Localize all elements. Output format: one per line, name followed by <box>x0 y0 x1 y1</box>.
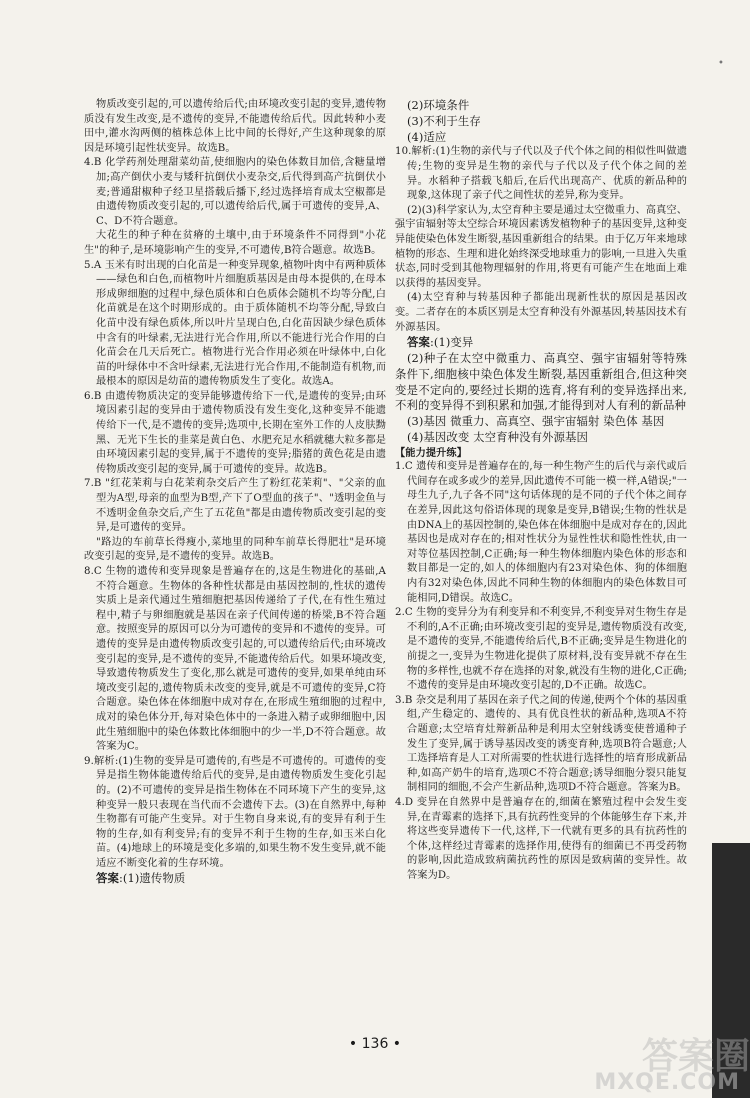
answer-9-2: (2)环境条件 <box>407 98 470 112</box>
answer-10-key-4: (4)基因改变 太空育种没有外源基因 <box>407 429 589 444</box>
section-title: 【能力提升练】 <box>395 446 468 459</box>
answer-7: 7.B "红花茉莉与白花茉莉杂交后产生了粉红花茉莉"、"父亲的血型为A型,母亲的血型为B型,产下了O型血的孩子"、"透明金鱼与不透明金鱼杂交后,产生了五花鱼"都是由遗传物质改变引起的变异,是可遗传的变异。 <box>84 478 386 534</box>
page-number: • 136 • <box>348 1036 402 1052</box>
answer-9-key <box>84 871 386 887</box>
practice-4: 4.D 变异在自然界中是普遍存在的,细菌在繁殖过程中会发生变异,在青霉素的选择下,具有抗药性变异的个体能够生存下来,并将这些变异遗传下一代,这样,下一代就有更多的具有抗药性的个体,这样经过青霉素的选择作用,使得有的细菌已不再受药物的影响,因此造成致病菌抗药性的原因是致病菌的变异性。故答案为D。 <box>395 796 687 881</box>
answer-10-key <box>395 335 687 351</box>
practice-3: 3.B 杂交是利用了基因在亲子代之间的传递,使两个个体的基因重组,产生稳定的、遗传的、具有优良性状的新品种,选项A不符合题意;太空培育灶辩新品种是利用太空射线诱变使普通种子发生了变异,属于诱导基因改变的诱变育种,选项B符合题意;人工选择培育是人工对所需要的性状进行选择性的培育形成新品种,如高产奶牛的培育,选项C不符合题意;诱导细胞分裂只能复制相同的细胞,不会产生新品种,选项D不符合题意。答案为B。 <box>395 694 687 794</box>
answer-4-continued: 大花生的种子种在贫瘠的土壤中,由于环境条件不同得到"小花生"的种子,是环境影响产生的变异,不可遗传,B符合题意。故选B。 <box>84 230 386 256</box>
watermark <box>560 1028 750 1098</box>
answer-label: 答案 <box>407 335 430 350</box>
answer-text: :(1)变异 <box>429 335 474 350</box>
answer-4: 4.B 化学药剂处理甜菜幼苗,使细胞内的染色体数目加倍,含糖量增加;高产倒伏小麦与矮秆抗倒伏小麦杂交,后代得到高产抗倒伏小麦;普通甜椒种子经卫星搭载后播下,经过选择培育成太空椒都是由遗传物质改变引起的,可以遗传给后代,属于可遗传的变异,A、C、D不符合题意。 <box>84 157 386 227</box>
answer-10-part4: (4)太空育种与转基因种子都能出现新性状的原因是基因改变。二者存在的本质区别是太空育种没有外源基因,转基因技术有外源基因。 <box>395 292 687 333</box>
corner-mark: • <box>718 58 724 69</box>
answer-10-part2: (2)(3)科学家认为,太空育种主要是通过太空微重力、高真空、强宇宙辐射等太空综合环境因素诱发植物种子的基因变异,这种变异能使染色体发生断裂,基因重新组合的结果。由于亿万年来地球植物的形态、生理和进化始终深受地球重力的影响,一旦进入失重状态,同时受到其他物理辐射的作用,将更有可能产生在地面上难以获得的基因变异。 <box>395 204 687 289</box>
watermark-url: MXQE.COM <box>594 1070 740 1095</box>
right-column <box>395 98 687 884</box>
left-column <box>84 98 386 887</box>
answer-7-continued: "路边的车前草长得瘦小,菜地里的同种车前草长得肥壮"是环境改变引起的变异,是不遗传的变异。故选B。 <box>84 536 386 563</box>
practice-1: 1.C 遗传和变异是普遍存在的,每一种生物产生的后代与亲代或后代间存在或多或少的差异,因此遗传不可能一模一样,A错误;"一母生九子,九子各不同"这句话体现的是不同的子代个体之间存在差异,因此这句俗语体现的现象是变异,B错误;生物的性状是由DNA上的基因控制的,染色体在体细胞中是成对存在的,因此基因也是成对存在的;相对性状分为显性性状和隐性性状,由一对等位基因控制,C正确;每一种生物体细胞内染色体的形态和数目都是一定的,如人的体细胞内有23对染色体、狗的体细胞内有32对染色体,因此不同种生物的体细胞内的染色体数目可能相同,D错误。故选C。 <box>395 461 687 604</box>
answer-label: 答案 <box>96 871 119 886</box>
answer-10: 10.解析:(1)生物的亲代与子代以及子代个体之间的相似性叫做遗传;生物的变异是生物的亲代与子代以及子代个体之间的差异。水稻种子搭载飞船后,在后代出现高产、优质的新品种的现象,这体现了亲子代之间性状的差异,称为变异。 <box>395 146 687 202</box>
watermark-logo-text: 答案圈 <box>641 1036 750 1077</box>
answer-10-key-2: (2)种子在太空中微重力、高真空、强宇宙辐射等特殊条件下,细胞核中染色体发生断裂,基因重新组合,但这种突变是不定向的,要经过长期的选育,将有利的变异选择出来,不利的变异得不到积累和加强,才能得到对人有利的新品种 <box>395 350 687 413</box>
answer-10-key-3: (3)基因 微重力、高真空、强宇宙辐射 染色体 基因 <box>407 414 665 429</box>
answer-5: 5.A 玉米有时出现的白化苗是一种变异现象,植物叶肉中有两种质体——绿色和白色,而植物叶片细胞质基因是由母本提供的,在母本形成卵细胞的过程中,绿色质体和白色质体会随机不均等分配,白化苗就是在这个时期形成的。由于质体随机不均等分配,导致白化苗中没有绿色质体,所以叶片呈现白色,白化苗因缺少绿色质体中含有的叶绿素,无法进行光合作用,所以不能进行光合作用的白化苗会在几天后死亡。植物进行光合作用必须在叶绿体中,白化苗的叶绿体中不含叶绿素,无法进行光合作用,不能制造有机物,而最根本的原因是幼苗的遗传物质发生了变化。故选A。 <box>84 259 386 388</box>
answer-9-3: (3)不利于生存 <box>407 113 481 128</box>
answer-text: :(1)遗传物质 <box>118 871 186 886</box>
answer-9-4: (4)适应 <box>407 129 447 144</box>
left-paragraph: 物质改变引起的,可以遗传给后代;由环境改变引起的变异,遗传物质没有发生改变,是不遗传的变异,不能遗传给后代。因此转种小麦田中,灌水沟两侧的植株总体上比中间的长得好,产生这种现象的原因是环境引起性状变异。故选B。 <box>84 99 386 154</box>
practice-2: 2.C 生物的变异分为有利变异和不利变异,不利变异对生物生存是不利的,A不正确;由环境改变引起的变异是,遗传物质没有改变,是不遗传的变异,不能遗传给后代,B不正确;变异是生物进化的前提之一,变异为生物进化提供了原材料,没有变异就不存在生物的多样性,也就不存在选择的对象,就没有生物的进化,C正确;不遗传的变异是由环境改变引起的,D不正确。故选C。 <box>395 607 687 692</box>
answer-9: 9.解析:(1)生物的变异是可遗传的,有些是不可遗传的。可遗传的变异是指生物体能遗传给后代的变异,是由遗传物质发生变化引起的。(2)不可遗传的变异是指生物体在不同环境下产生的变异,这种变异一般只表现在当代而不会遗传下去。(3)在自然界中,每种生物都有可能产生变异。对于生物自身来说,有的变异有利于生物的生存,如有利变异;有的变异不利于生物的生存,如玉米白化苗。(4)地球上的环境是变化多端的,如果生物不发生变异,就不能适应不断变化着的生存环境。 <box>84 755 386 869</box>
answer-8: 8.C 生物的遗传和变异现象是普遍存在的,这是生物进化的基础,A不符合题意。生物体的各种性状都是由基因控制的,性状的遗传实质上是亲代通过生殖细胞把基因传递给了子代,在有性生殖过程中,精子与卵细胞就是基因在亲子代间传递的桥梁,B不符合题意。按照变异的原因可以分为可遗传的变异和不遗传的变异。可遗传的变异是由遗传物质改变引起的,可以遗传给后代;由环境改变引起的变异,是不遗传的变异,不能遗传给后代。如果环境改变,导致遗传物质发生了变化,那么就是可遗传的变异,如果单纯由环境改变引起的,遗传物质未改变的变异,就是不可遗传的变异,C符合题意。染色体在体细胞中成对存在,在形成生殖细胞的过程中,成对的染色体分开,每对染色体中的一条进入精子或卵细胞中,因此生殖细胞中的染色体数比体细胞中的少一半,D不符合题意。故答案为C。 <box>84 566 386 753</box>
answer-6: 6.B 由遗传物质决定的变异能够遗传给下一代,是遗传的变异;由环境因素引起的变异由于遗传物质没有发生变化,这种变异不能遗传给下一代,是不遗传的变异;选项中,长期在室外工作的人皮肤黝黑、无光下生长的韭菜是黄白色、水肥充足水稻就穗大粒多都是由环境因素引起的变异,属于不遗传的变异;脂猪的黄色花是由遗传物质改变引起的变异,属于可遗传的变异。故选B。 <box>84 390 386 475</box>
